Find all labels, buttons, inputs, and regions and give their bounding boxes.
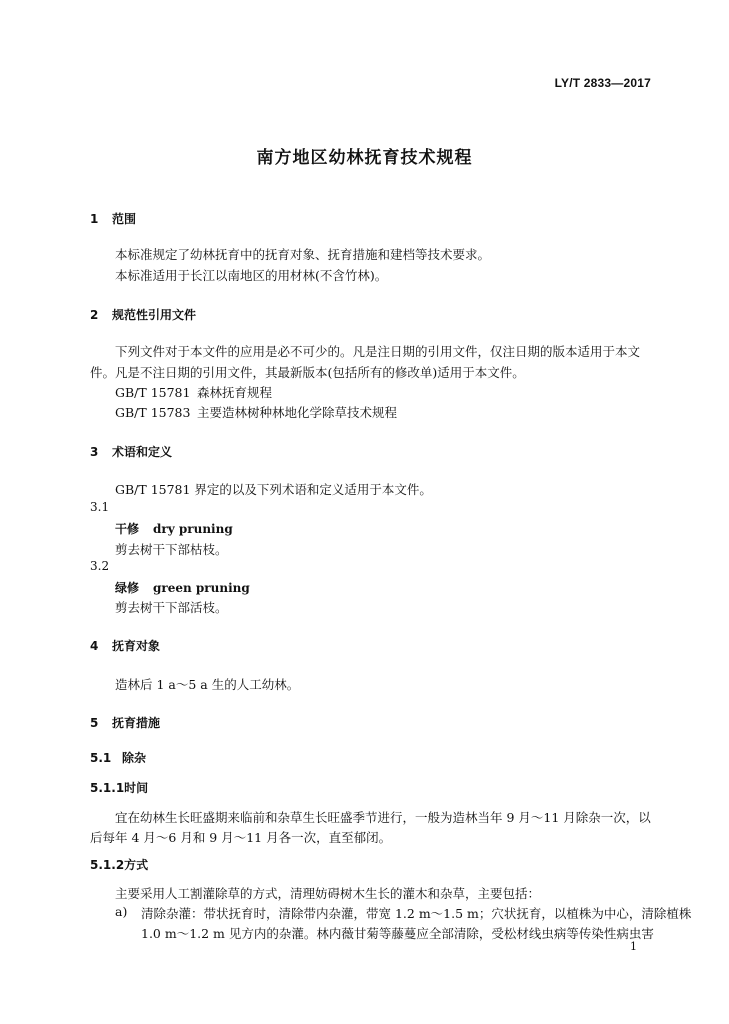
paragraph: 造林后 1 a～5 a 生的人工幼林。 — [115, 677, 300, 692]
term-number: 3.1 — [90, 500, 110, 514]
section-number: 1 — [90, 212, 99, 226]
term-heading — [115, 579, 250, 596]
paragraph: 宜在幼林生长旺盛期来临前和杂草生长旺盛季节进行，一般为造林当年 9 月～11 月除杂一次，以 — [115, 810, 651, 825]
section-number: 3 — [90, 445, 99, 459]
page-number: 1 — [630, 940, 637, 953]
section-title: 范围 — [112, 212, 137, 226]
paragraph-continued: 后每年 4 月～6 月和 9 月～11 月各一次，直至郁闭。 — [90, 830, 392, 845]
term-zh: 干修 — [115, 522, 140, 536]
subsection-5-1-2-heading — [90, 856, 148, 873]
list-item-text: 清除杂灌：带状抚育时，清除带内杂灌，带宽 1.2 m～1.5 m；穴状抚育，以植株为中心，清除植株 — [141, 906, 692, 921]
term-definition: 剪去树干下部枯枝。 — [115, 542, 228, 557]
paragraph: 下列文件对于本文件的应用是必不可少的。凡是注日期的引用文件，仅注日期的版本适用于本文 — [115, 344, 641, 359]
paragraph: GB/T 15781 界定的以及下列术语和定义适用于本文件。 — [115, 482, 432, 497]
paragraph: 本标准规定了幼林抚育中的抚育对象、抚育措施和建档等技术要求。 — [115, 247, 491, 262]
subsection-5-1-1-heading — [90, 779, 148, 796]
term-en: dry pruning — [153, 522, 233, 536]
subsection-number: 5.1.1 — [90, 781, 125, 795]
section-title: 规范性引用文件 — [112, 308, 197, 322]
section-4-heading — [90, 637, 160, 654]
section-5-heading — [90, 714, 160, 731]
subsection-5-1-heading — [90, 749, 146, 766]
document-title: 南方地区幼林抚育技术规程 — [256, 148, 473, 168]
list-item-marker: a) — [115, 904, 128, 919]
section-number: 2 — [90, 308, 99, 322]
paragraph: 本标准适用于长江以南地区的用材林(不含竹林)。 — [115, 268, 388, 283]
reference-code: GB/T 15781 — [115, 385, 191, 400]
subsection-number: 5.1.2 — [90, 858, 125, 872]
standard-code: LY/T 2833—2017 — [554, 76, 651, 90]
term-zh: 绿修 — [115, 581, 140, 595]
section-title: 术语和定义 — [112, 445, 173, 459]
list-item-text-continued: 1.0 m～1.2 m 见方内的杂灌。林内薇甘菊等藤蔓应全部清除，受松材线虫病等传染性病虫害 — [141, 926, 654, 941]
subsection-title: 方式 — [124, 858, 149, 872]
reference-title: 主要造林树种林地化学除草技术规程 — [197, 405, 398, 420]
term-heading — [115, 520, 233, 537]
term-number: 3.2 — [90, 559, 110, 573]
section-3-heading — [90, 443, 172, 460]
paragraph: 主要采用人工割灌除草的方式，清理妨碍树木生长的灌木和杂草，主要包括： — [115, 886, 541, 901]
reference-title: 森林抚育规程 — [197, 385, 273, 400]
subsection-number: 5.1 — [90, 751, 112, 765]
section-title: 抚育对象 — [112, 639, 161, 653]
paragraph-continued: 件。凡是不注日期的引用文件，其最新版本(包括所有的修改单)适用于本文件。 — [90, 365, 525, 380]
section-number: 4 — [90, 639, 99, 653]
reference-item — [115, 403, 397, 421]
reference-item — [115, 383, 272, 401]
subsection-title: 时间 — [124, 781, 149, 795]
term-definition: 剪去树干下部活枝。 — [115, 600, 228, 615]
section-2-heading — [90, 306, 196, 323]
section-title: 抚育措施 — [112, 716, 161, 730]
section-number: 5 — [90, 716, 99, 730]
section-1-heading — [90, 210, 136, 227]
subsection-title: 除杂 — [122, 751, 147, 765]
term-en: green pruning — [153, 581, 250, 595]
reference-code: GB/T 15783 — [115, 405, 191, 420]
